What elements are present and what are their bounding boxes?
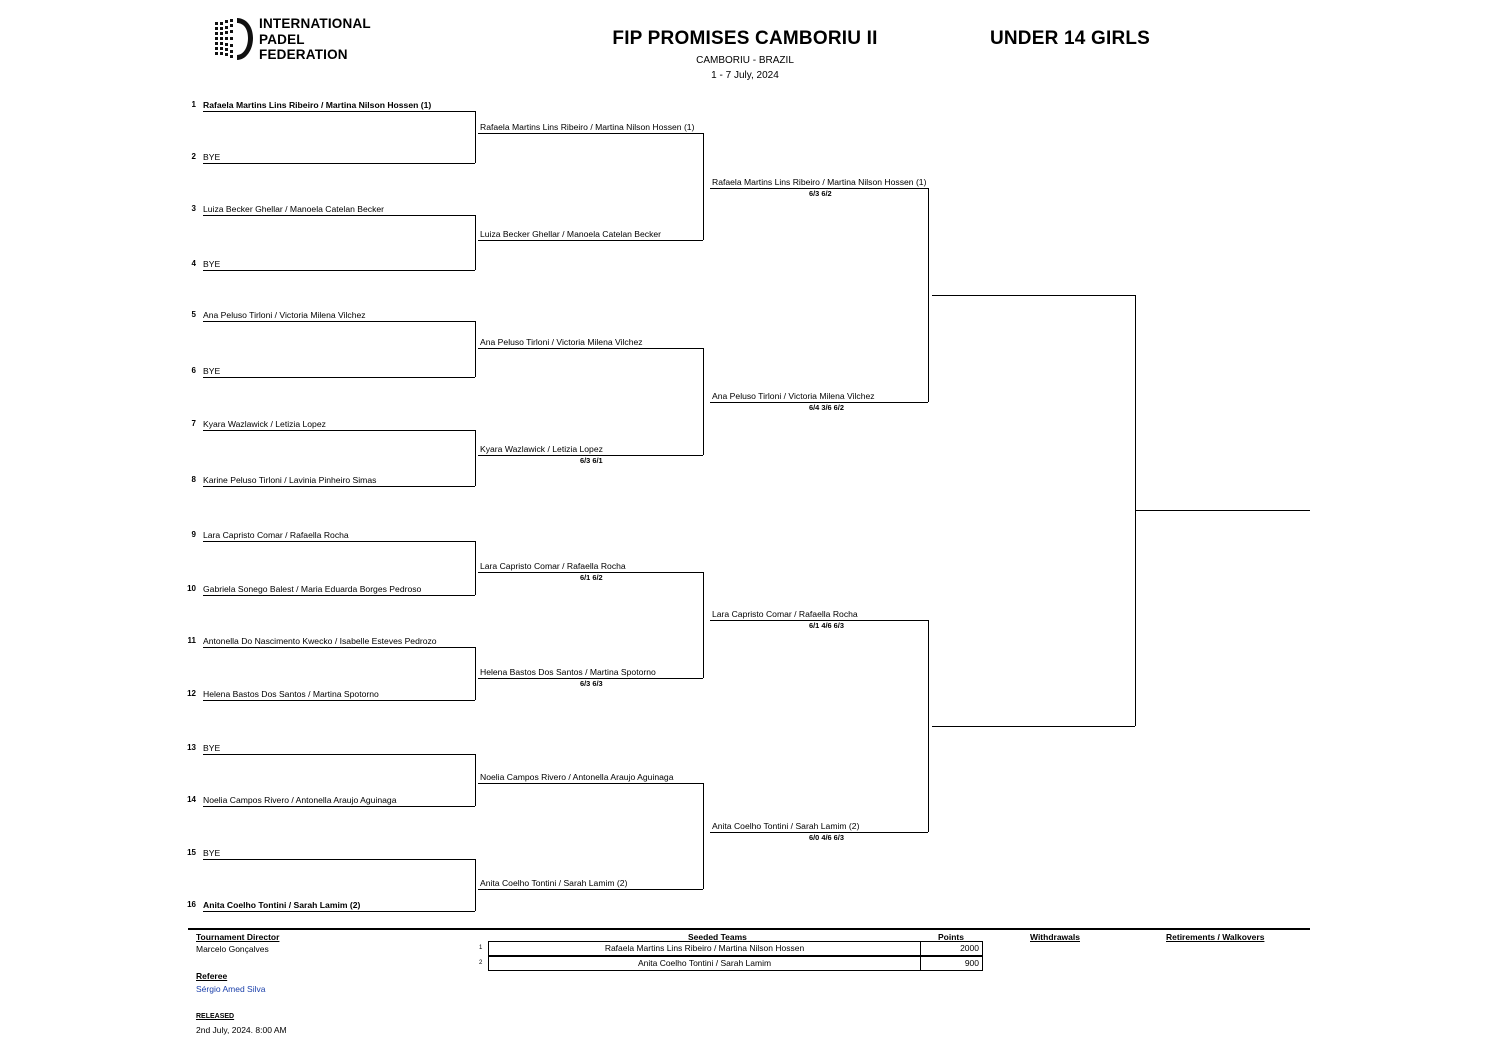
- round2-score-6: 6/3 6/3: [580, 679, 603, 688]
- round1-entry-7: Kyara Wazlawick / Letizia Lopez: [203, 419, 326, 429]
- round1-entry-2: BYE: [203, 152, 221, 162]
- venue-label: CAMBORIU - BRAZIL: [696, 55, 794, 66]
- seeded-team-row: [479, 941, 983, 956]
- round1-entry-10: Gabriela Sonego Balest / Maria Eduarda Borges Pedroso: [203, 584, 422, 594]
- seed-number-13: 13: [187, 743, 196, 752]
- round3-score-3: 6/1 4/6 6/3: [809, 621, 844, 630]
- round2-score-5: 6/1 6/2: [580, 573, 603, 582]
- tournament-director-label: Tournament Director: [196, 932, 280, 942]
- round1-entry-16: Anita Coelho Tontini / Sarah Lamim (2): [203, 900, 361, 910]
- federation-logo: [213, 16, 371, 64]
- round2-line-7: [478, 783, 703, 784]
- round3-score-2: 6/4 3/6 6/2: [809, 403, 844, 412]
- round1-connector-7: [475, 754, 476, 806]
- event-title: UNDER 14 GIRLS: [989, 28, 1151, 49]
- padel-logo-icon: [213, 18, 255, 62]
- round2-line-1: [478, 133, 703, 134]
- round3-connector-2: [928, 620, 929, 832]
- round2-entry-5: Lara Capristo Comar / Rafaella Rocha: [480, 561, 626, 571]
- round1-line-16: [203, 911, 475, 912]
- referee-value: Sérgio Amed Silva: [196, 984, 266, 994]
- round2-entry-4: Kyara Wazlawick / Letizia Lopez: [480, 444, 603, 454]
- round1-connector-2: [475, 215, 476, 270]
- round1-line-12: [203, 700, 475, 701]
- round3-score-1: 6/3 6/2: [809, 189, 832, 198]
- round1-line-14: [203, 806, 475, 807]
- dates-label: 1 - 7 July, 2024: [711, 70, 779, 81]
- round2-entry-3: Ana Peluso Tirloni / Victoria Milena Vilchez: [480, 337, 643, 347]
- seed-number-2: 2: [191, 152, 196, 161]
- seed-number-3: 3: [191, 204, 196, 213]
- round2-entry-7: Noelia Campos Rivero / Antonella Araujo Aguinaga: [480, 772, 674, 782]
- round2-line-3: [478, 348, 703, 349]
- round1-connector-1: [475, 111, 476, 163]
- seed-number-1: 1: [191, 100, 196, 109]
- seeded-teams-table: [479, 941, 983, 971]
- round1-line-7: [203, 430, 475, 431]
- tournament-title: FIP PROMISES CAMBORIU II: [612, 28, 878, 49]
- round3-score-4: 6/0 4/6 6/3: [809, 833, 844, 842]
- round3-connector-1: [928, 188, 929, 402]
- seed-number-10: 10: [187, 584, 196, 593]
- round1-connector-5: [475, 541, 476, 595]
- seeded-team-name: Rafaela Martins Lins Ribeiro / Martina Nilson Hossen: [604, 943, 805, 953]
- released-value: 2nd July, 2024. 8:00 AM: [196, 1025, 287, 1035]
- seeded-team-box: [488, 956, 983, 971]
- seed-number-11: 11: [187, 636, 196, 645]
- federation-logo-text: [259, 16, 371, 63]
- round1-connector-4: [475, 430, 476, 486]
- round1-entry-6: BYE: [203, 366, 221, 376]
- retirements-label: Retirements / Walkovers: [1166, 932, 1265, 942]
- round2-line-8: [478, 889, 703, 890]
- round2-connector-4: [703, 783, 704, 889]
- round1-line-11: [203, 647, 475, 648]
- round2-connector-3: [703, 572, 704, 678]
- referee-label: Referee: [196, 971, 228, 981]
- round1-line-10: [203, 595, 475, 596]
- round3-entry-3: Lara Capristo Comar / Rafaella Rocha: [712, 609, 858, 619]
- round1-entry-8: Karine Peluso Tirloni / Lavinia Pinheiro Simas: [203, 475, 377, 485]
- round2-line-2: [478, 240, 703, 241]
- points-label: Points: [938, 932, 964, 942]
- round1-connector-8: [475, 859, 476, 911]
- round2-entry-2: Luiza Becker Ghellar / Manoela Catelan Becker: [480, 229, 662, 239]
- round1-entry-11: Antonella Do Nascimento Kwecko / Isabelle Esteves Pedrozo: [203, 636, 437, 646]
- round1-entry-13: BYE: [203, 743, 221, 753]
- round1-line-2: [203, 163, 475, 164]
- round1-entry-14: Noelia Campos Rivero / Antonella Araujo Aguinaga: [203, 795, 397, 805]
- round1-entry-3: Luiza Becker Ghellar / Manoela Catelan Becker: [203, 204, 385, 214]
- seeded-team-box: [488, 941, 983, 956]
- round1-entry-9: Lara Capristo Comar / Rafaella Rocha: [203, 530, 349, 540]
- seed-number-14: 14: [187, 795, 196, 804]
- semifinal-line-1: [932, 295, 1135, 296]
- round1-line-1: [203, 111, 475, 112]
- round2-connector-2: [703, 348, 704, 455]
- round1-entry-1: Rafaela Martins Lins Ribeiro / Martina Nilson Hossen (1): [203, 100, 432, 110]
- round1-entry-4: BYE: [203, 259, 221, 269]
- round2-line-4: [478, 455, 703, 456]
- seeded-team-name: Anita Coelho Tontini / Sarah Lamim: [637, 958, 772, 968]
- round3-line-4: [710, 832, 928, 833]
- round1-entry-15: BYE: [203, 848, 221, 858]
- seed-number-4: 4: [191, 259, 196, 268]
- seed-number-5: 5: [191, 310, 196, 319]
- round1-line-13: [203, 754, 475, 755]
- seeded-team-points: 2000: [920, 942, 982, 955]
- seeded-team-index: 1: [479, 945, 483, 951]
- seeded-team-index: 2: [479, 960, 483, 966]
- seed-number-7: 7: [191, 419, 196, 428]
- round3-entry-1: Rafaela Martins Lins Ribeiro / Martina Nilson Hossen (1): [712, 177, 927, 187]
- round2-connector-1: [703, 133, 704, 240]
- withdrawals-label: Withdrawals: [1030, 932, 1080, 942]
- final-line: [1135, 510, 1310, 511]
- seed-number-16: 16: [187, 900, 196, 909]
- seeded-team-points: 900: [920, 957, 982, 970]
- round1-entry-12: Helena Bastos Dos Santos / Martina Spotorno: [203, 689, 379, 699]
- released-label: RELEASED: [196, 1013, 235, 1020]
- round1-connector-3: [475, 321, 476, 377]
- round1-line-3: [203, 215, 475, 216]
- footer-divider: [188, 928, 1310, 930]
- round2-entry-8: Anita Coelho Tontini / Sarah Lamim (2): [480, 878, 628, 888]
- round1-line-4: [203, 270, 475, 271]
- round2-score-4: 6/3 6/1: [580, 456, 603, 465]
- seed-number-6: 6: [191, 366, 196, 375]
- round1-line-8: [203, 486, 475, 487]
- round1-line-5: [203, 321, 475, 322]
- round3-line-3: [710, 620, 928, 621]
- logo-line-2: PADEL: [259, 31, 305, 47]
- seed-number-9: 9: [191, 530, 196, 539]
- round2-entry-6: Helena Bastos Dos Santos / Martina Spotorno: [480, 667, 656, 677]
- seed-number-8: 8: [191, 475, 196, 484]
- round3-entry-2: Ana Peluso Tirloni / Victoria Milena Vilchez: [712, 391, 875, 401]
- seeded-teams-label: Seeded Teams: [688, 932, 747, 942]
- round1-line-9: [203, 541, 475, 542]
- round3-line-1: [710, 188, 928, 189]
- logo-line-3: FEDERATION: [259, 47, 348, 62]
- seeded-team-row: [479, 956, 983, 971]
- round3-entry-4: Anita Coelho Tontini / Sarah Lamim (2): [712, 821, 860, 831]
- round1-entry-5: Ana Peluso Tirloni / Victoria Milena Vilchez: [203, 310, 366, 320]
- round2-line-5: [478, 572, 703, 573]
- tournament-director-value: Marcelo Gonçalves: [196, 944, 269, 954]
- round2-entry-1: Rafaela Martins Lins Ribeiro / Martina Nilson Hossen (1): [480, 122, 695, 132]
- seed-number-12: 12: [187, 689, 196, 698]
- round1-line-6: [203, 377, 475, 378]
- semifinal-line-2: [932, 726, 1135, 727]
- seed-number-15: 15: [187, 848, 196, 857]
- round2-line-6: [478, 678, 703, 679]
- logo-line-1: INTERNATIONAL: [259, 16, 371, 31]
- round3-line-2: [710, 402, 928, 403]
- round1-connector-6: [475, 647, 476, 700]
- round1-line-15: [203, 859, 475, 860]
